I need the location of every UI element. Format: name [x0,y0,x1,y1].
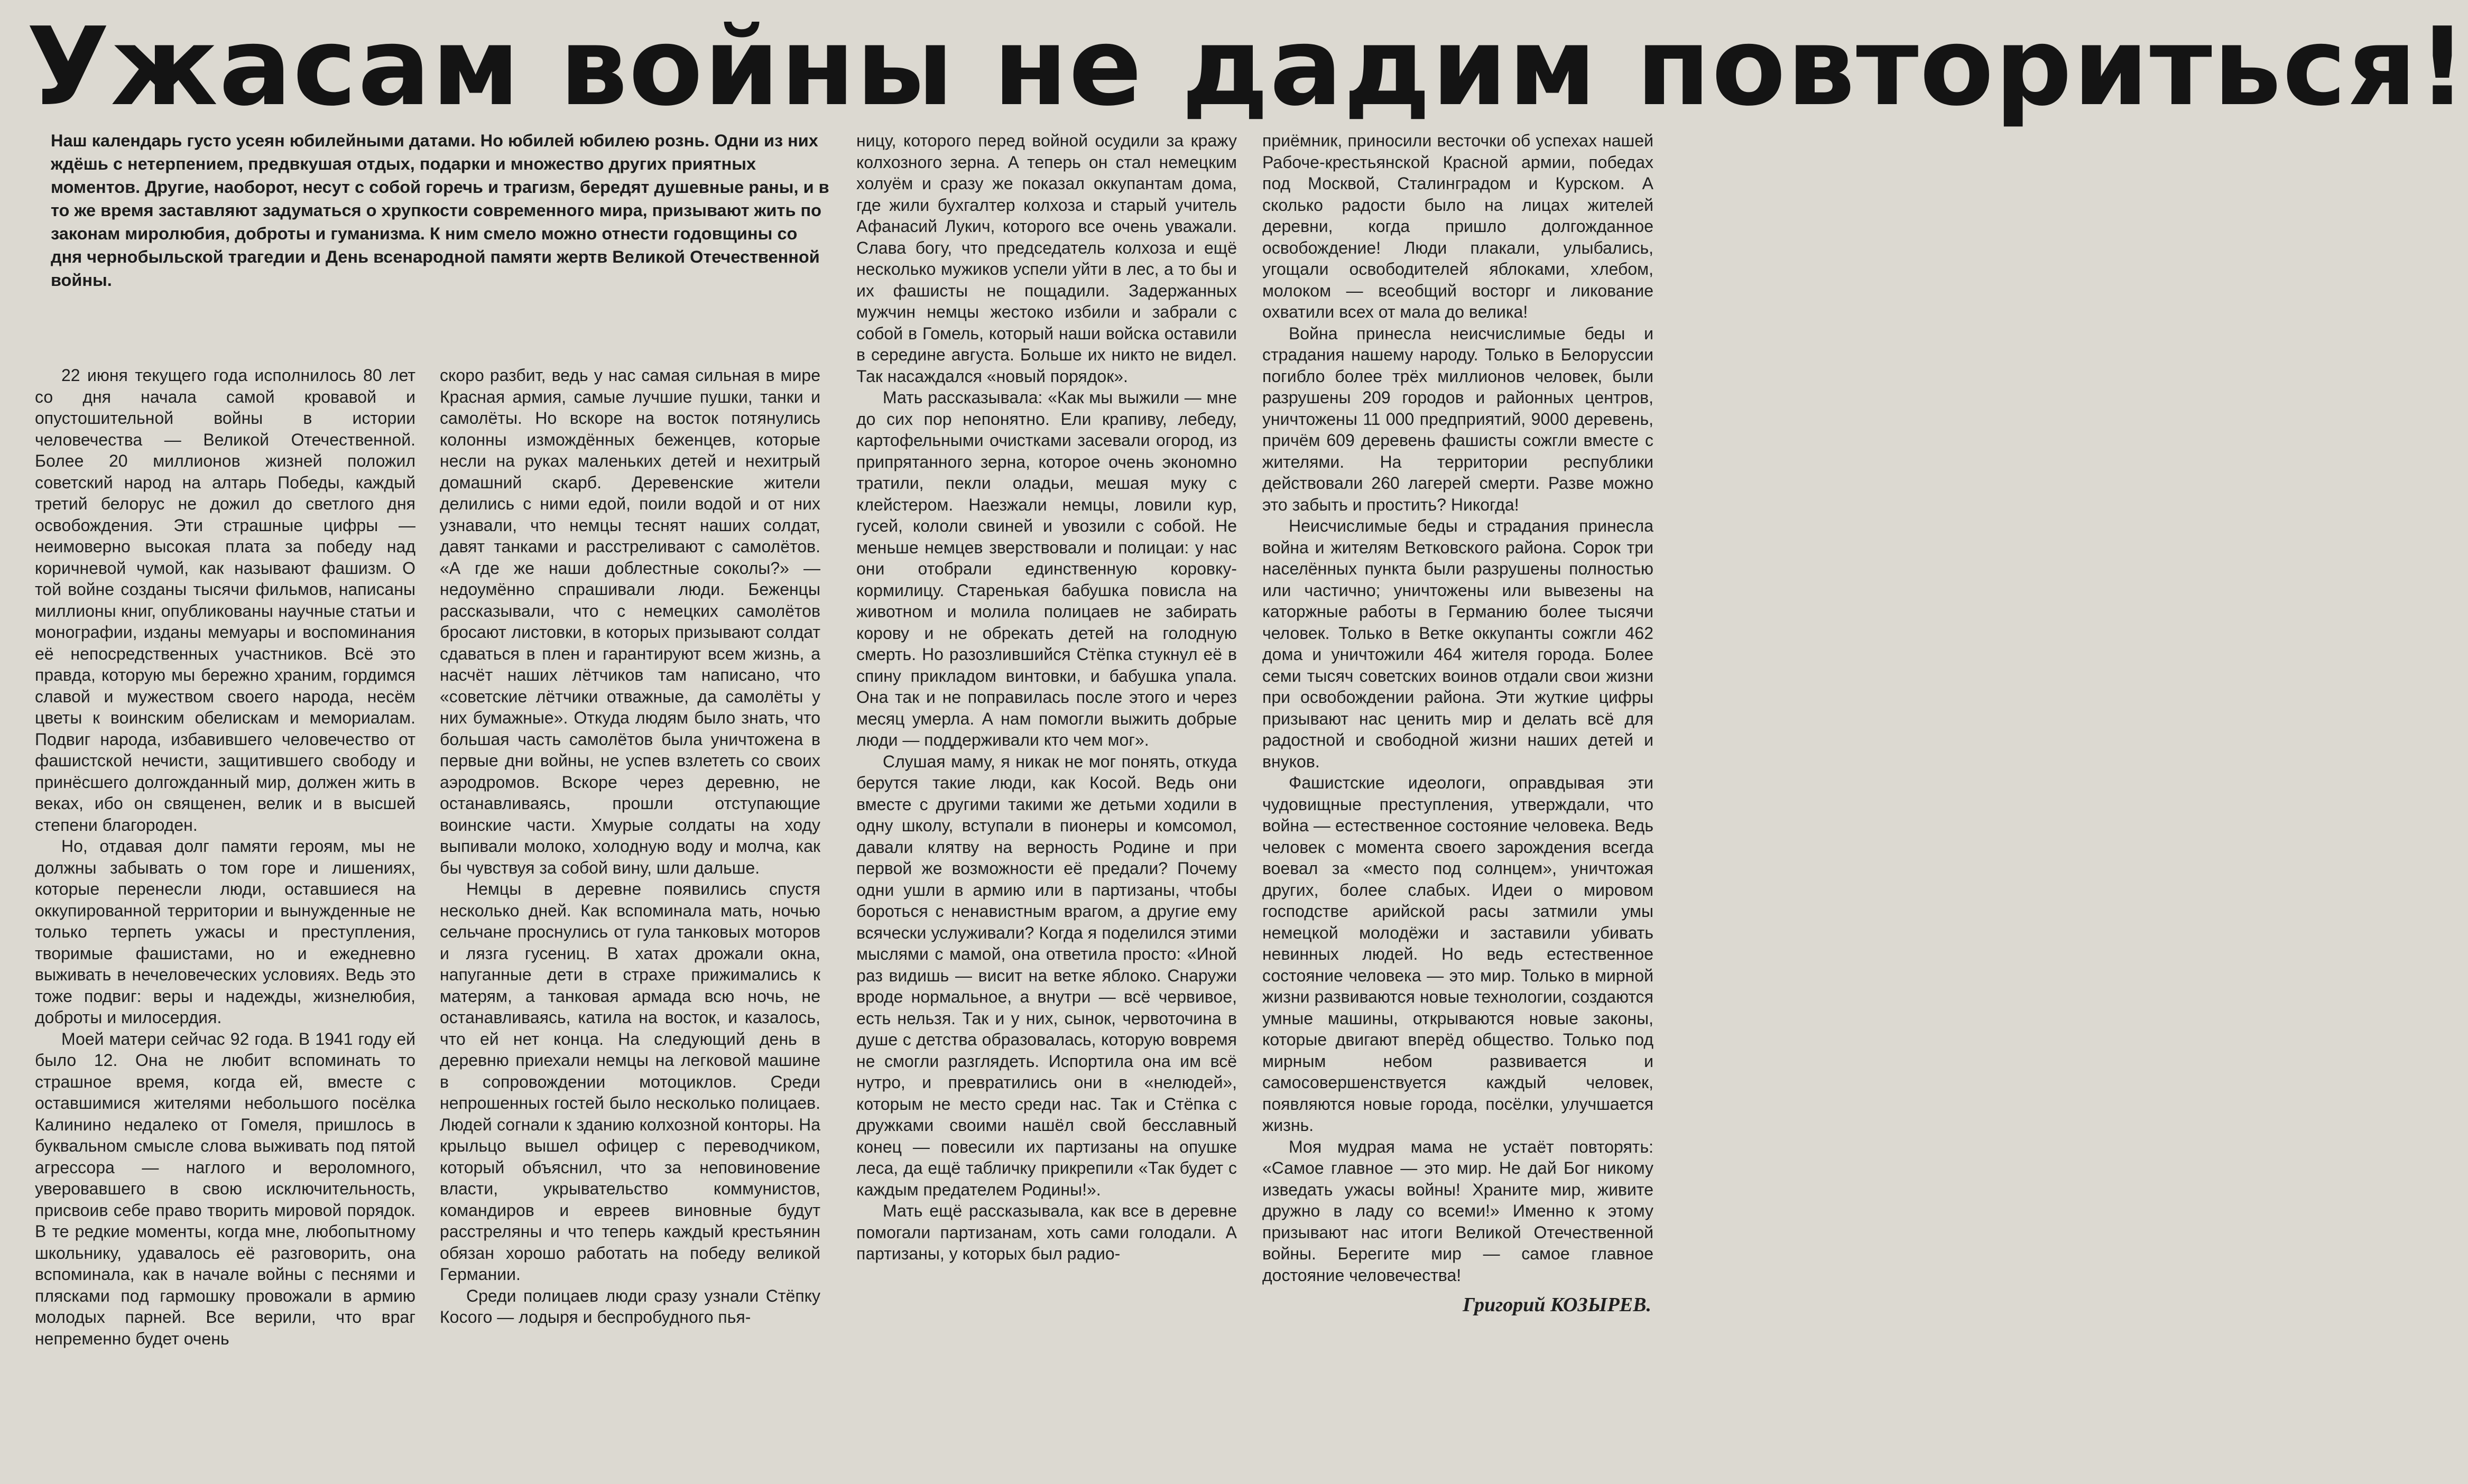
author-signature: Григорий КОЗЫРЕВ. [1463,1294,1651,1316]
paragraph: 22 июня текущего года исполнилось 80 лет со дня начала самой кровавой и опустошительной войны в истории человечества — Великой Отечественной. Более 20 миллионов жизней положил советский народ на алтарь Победы, каждый третий белорус не дожил до светлого дня освобождения. Эти страшные цифры — неимоверно высокая плата за победу над коричневой чумой, как называют фашизм. О той войне созданы тысячи фильмов, написаны миллионы книг, опубликованы научные статьи и монографии, изданы мемуары и воспоминания её непосредственных участников. Всё это правда, которую мы бережно храним, гордимся славой и мужеством своего народа, несём цветы к воинским обелискам и мемориалам. Подвиг народа, избавившего человечество от фашистской нечисти, защитившего свободу и принёсшего долгожданный мир, должен жить в веках, ибо он священен, велик и в высшей степени благороден. [35,366,415,834]
paragraph: Фашистские идеологи, оправдывая эти чудовищные преступления, утверждали, что война — естественное состояние человека. Ведь человек с момента своего зарождения всегда воевал за «место под солнцем», уничтожая других, более слабых. Идеи о мировом господстве арийской расы затмили умы немецкой молодёжи и заставили убивать невинных людей. Но ведь естественное состояние человека — это мир. Только в мирной жизни развиваются новые технологии, создаются умные машины, открываются новые законы, которые двигают вперёд общество. Только под мирным небом развивается и самосовершенствуется каждый человек, появляются новые города, посёлки, улучшается жизнь. [1262,773,1653,1135]
paragraph: Немцы в деревне появились спустя несколько дней. Как вспоминала мать, ночью сельчане проснулись от гула танковых моторов и лязга гусениц. В хатах дрожали окна, напуганные дети в страхе прижимались к матерям, а танковая армада всю ночь, не останавливаясь, катила на восток, и казалось, что ей нет конца. На следующий день в деревню приехали немцы на легковой машине в сопровождении мотоциклов. Среди непрошенных гостей было несколько полицаев. Людей согнали к зданию колхозной конторы. На крыльцо вышел офицер с переводчиком, который объяснил, что за неповиновение власти, укрывательство коммунистов, командиров и евреев виновные будут расстреляны и что теперь каждый крестьянин обязан хорошо работать на победу великой Германии. [440,879,820,1284]
article-column-3 [856,130,1237,1472]
paragraph: скоро разбит, ведь у нас самая сильная в мире Красная армия, самые лучшие пушки, танки и самолёты. Но вскоре на восток потянулись колонны измождённых беженцев, которые несли на руках маленьких детей и нехитрый домашний скарб. Деревенские жители делились с ними едой, поили водой и от них узнавали, что немцы теснят наших солдат, давят танками и расстреливают с самолётов. «А где же наши доблестные соколы?» — недоумённо спрашивали люди. Беженцы рассказывали, что с немецких самолётов бросают листовки, в которых призывают солдат сдаваться в плен и гарантируют всем жизнь, а насчёт наших лётчиков там написано, что «советские лётчики отважные, да самолёты у них бумажные». Откуда людям было знать, что большая часть самолётов была уничтожена в первые дни войны, не успев взлететь со своих аэродромов. Вскоре через деревню, не останавливаясь, прошли отступающие воинские части. Хмурые солдаты на ходу выпивали молоко, холодную воду и молча, как бы чувствуя за собой вину, шли дальше. [440,366,820,877]
paragraph: Моя мудрая мама не устаёт повторять: «Самое главное — это мир. Не дай Бог никому изведать ужасы войны! Храните мир, живите дружно в ладу со всеми!» Именно к этому призывают нас итоги Великой Отечественной войны. Берегите мир — самое главное достояние человечества! [1262,1137,1653,1285]
article-column-1 [35,365,415,1474]
lede-paragraph: Наш календарь густо усеян юбилейными датами. Но юбилей юбилею рознь. Одни из них ждёшь с нетерпением, предвкушая отдых, подарки и множество других приятных моментов. Другие, наоборот, несут с собой горечь и трагизм, бередят душевные раны, и в то же время заставляют задуматься о хрупкости современного мира, призывают жить по законам миролюбия, доброты и гуманизма. К ним смело можно отнести годовщины со дня чернобыльской трагедии и День всенародной памяти жертв Великой Отечественной войны. [51,131,829,290]
paragraph: Неисчислимые беды и страдания принесла война и жителям Ветковского района. Сорок три населённых пункта были разрушены полностью или частично; уничтожены или вывезены на каторжные работы в Германию более тысячи человек. Только в Ветке оккупанты сожгли 462 дома и уничтожили 464 жителя города. Более семи тысяч советских воинов отдали свои жизни при освобождении района. Эти жуткие цифры призывают нас ценить мир и делать всё для радостной и свободной жизни наших детей и внуков. [1262,516,1653,771]
paragraph: Мать ещё рассказывала, как все в деревне помогали партизанам, хоть сами голодали. А партизаны, у которых был радио- [856,1201,1237,1263]
article-column-4 [1262,130,1653,1472]
paragraph: ницу, которого перед войной осудили за кражу колхозного зерна. А теперь он стал немецким холуём и сразу же показал оккупантам дома, где жили бухгалтер колхоза и старый учитель Афанасий Лукич, которого все очень уважали. Слава богу, что председатель колхоза и ещё несколько мужиков успели уйти в лес, а то бы и их фашисты не пощадили. Задержанных мужчин немцы жестоко избили и забрали с собой в Гомель, который наши войска оставили в середине августа. Больше их никто не видел. Так насаждался «новый порядок». [856,131,1237,386]
paragraph: приёмник, приносили весточки об успехах нашей Рабоче-крестьянской Красной армии, победах под Москвой, Сталинградом и Курском. А сколько радости было на лицах жителей деревни, когда пришло долгожданное освобождение! Люди плакали, улыбались, угощали освободителей яблоками, хлебом, молоком — всеобщий восторг и ликование охватили всех от мала до велика! [1262,131,1653,321]
paragraph: Но, отдавая долг памяти героям, мы не должны забывать о том горе и лишениях, которые перенесли люди, оставшиеся на оккупированной территории и вынужденные не только терпеть ужасы и преступления, творимые фашистами, но и ежедневно выживать в нечеловеческих условиях. Ведь это тоже подвиг: веры и надежды, жизнелюбия, доброты и милосердия. [35,837,415,1027]
paragraph: Среди полицаев люди сразу узнали Стёпку Косого — лодыря и беспробудного пья- [440,1286,820,1327]
article-column-2 [440,365,820,1474]
paragraph: Слушая маму, я никак не мог понять, откуда берутся такие люди, как Косой. Ведь они вместе с другими такими же детьми ходили в одну школу, вступали в пионеры и комсомол, давали клятву на верность Родине и при первой же возможности её предали? Почему одни ушли в армию или в партизаны, чтобы бороться с ненавистным врагом, а другие ему всячески услуживали? Когда я поделился этими мыслями с мамой, она ответила просто: «Иной раз видишь — висит на ветке яблоко. Снаружи вроде нормальное, а внутри — всё червивое, есть нельзя. Так и у них, сынок, червоточина в душе с детства образовалась, которую вовремя не смогли разглядеть. Испортила она им всё нутро, и превратились они в «нелюдей», которым не место среди нас. Так и Стёпка с дружками своими нашёл свой бесславный конец — повесили их партизаны на опушке леса, да ещё табличку прикрепили «Так будет с каждым предателем Родины!». [856,752,1237,1199]
paragraph: Моей матери сейчас 92 года. В 1941 году ей было 12. Она не любит вспоминать то страшное время, когда ей, вместе с оставшимися жителями небольшого посёлка Калинино недалеко от Гомеля, пришлось в буквальном смысле слова выживать под пятой агрессора — наглого и вероломного, уверовавшего в свою исключительность, присвоив себе право творить мировой порядок. В те редкие моменты, когда мне, любопытному школьнику, удавалось её разговорить, она вспоминала, как в начале войны с песнями и плясками под гармошку провожали в армию молодых парней. Все верили, что враг непременно будет очень [35,1029,415,1348]
paragraph: Мать рассказывала: «Как мы выжили — мне до сих пор непонятно. Ели крапиву, лебеду, картофельными очистками засевали огород, из припрятанного зерна, которое очень экономно тратили, пекли оладьи, мешая муку с клейстером. Наезжали немцы, ловили кур, гусей, кололи свиней и увозили с собой. Не меньше немцев зверствовали и полицаи: у нас они отобрали единственную коровку-кормилицу. Старенькая бабушка повисла на животном и молила полицаев не забирать корову и не обрекать детей на голодную смерть. Но разозлившийся Стёпка стукнул её в спину прикладом винтовки, и бабушка упала. Она так и не поправилась после этого и через месяц умерла. А нам помогли выжить добрые люди — поддерживали кто чем мог». [856,388,1237,749]
headline: Ужасам войны не дадим повториться! [26,5,2468,130]
paragraph: Война принесла неисчислимые беды и страдания нашему народу. Только в Белоруссии погибло более трёх миллионов человек, были разрушены 209 городов и районных центров, уничтожены 11 000 предприятий, 9000 деревень, причём 609 деревень фашисты сожгли вместе с жителями. На территории республики действовали 260 лагерей смерти. Разве можно это забыть и простить? Никогда! [1262,323,1653,514]
